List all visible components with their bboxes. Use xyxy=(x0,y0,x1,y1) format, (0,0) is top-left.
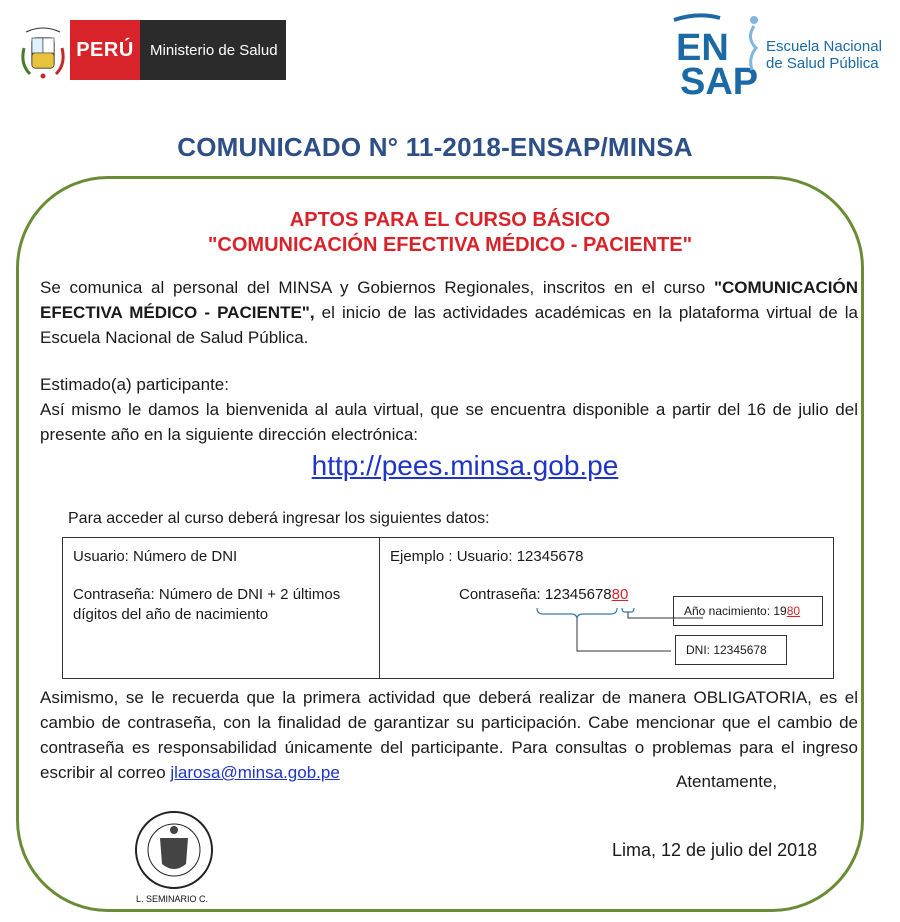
peru-label: PERÚ xyxy=(70,20,140,80)
intro-course-name: "COMUNICACIÓN EFECTIVA MÉDICO - PACIENTE", xyxy=(40,278,858,322)
dni-box: DNI: 12345678 xyxy=(675,635,787,665)
birth-year-prefix: Año nacimiento: 19 xyxy=(684,604,787,618)
course-url-link[interactable]: http://pees.minsa.gob.pe xyxy=(311,450,619,481)
birth-year-suffix: 80 xyxy=(786,604,801,618)
password-label: Contraseña: Número de DNI + 2 últimos dígitos del año de nacimiento xyxy=(73,586,341,623)
intro-text-1: Se comunica al personal del MINSA y Gobiernos Regionales, inscritos en el curso xyxy=(40,278,714,297)
peru-coat-of-arms-icon xyxy=(20,24,66,80)
ministry-label: Ministerio de Salud xyxy=(140,20,286,80)
svg-text:EN: EN xyxy=(676,27,729,69)
reminder-paragraph xyxy=(40,685,858,785)
reminder-text: Asimismo, se le recuerda que la primera actividad que deberá realizar de manera OBLIGATORIA, es el cambio de contraseña, con la finalidad de garantizar su participación. Cabe mencionar que el cambio de contraseña es responsabilidad únicamente del participante. Para consultas o problemas para el ingreso escribir al correo xyxy=(40,688,858,782)
birth-year-box xyxy=(673,596,823,626)
credentials-table xyxy=(62,537,834,679)
example-password xyxy=(459,585,628,605)
ensap-name-line1: Escuela Nacional xyxy=(766,38,882,55)
subtitle-line1: APTOS PARA EL CURSO BÁSICO xyxy=(289,209,611,231)
ensap-logo-icon xyxy=(668,8,766,100)
welcome-paragraph: Así mismo le damos la bienvenida al aula virtual, que se encuentra disponible a partir del 16 de julio del presente año en la siguiente dirección electrónica: xyxy=(40,400,858,444)
closing: Atentamente, xyxy=(676,772,778,791)
ensap-name-line2: de Salud Pública xyxy=(766,55,879,72)
document-date: Lima, 12 de julio del 2018 xyxy=(612,840,818,860)
greeting: Estimado(a) participante: xyxy=(40,375,229,394)
ministry-stamp-icon xyxy=(130,808,218,904)
course-subtitle xyxy=(40,208,860,258)
example-password-prefix: Contraseña: 12345678 xyxy=(459,586,612,603)
page-title: COMUNICADO N° 11-2018-ENSAP/MINSA xyxy=(177,132,693,162)
svg-text:SAP: SAP xyxy=(680,61,759,100)
intro-text-2: el inicio de las actividades académicas en la plataforma virtual de la Escuela Nacional de Salud Pública. xyxy=(40,303,859,347)
stamp-signature: L. SEMINARIO C. xyxy=(136,894,209,904)
contact-email-link[interactable]: jlarosa@minsa.gob.pe xyxy=(170,763,340,782)
peru-ministry-logo xyxy=(70,20,286,80)
intro-paragraph xyxy=(40,275,858,350)
subtitle-line2: "COMUNICACIÓN EFECTIVA MÉDICO - PACIENTE" xyxy=(207,234,693,256)
example-password-suffix: 80 xyxy=(611,586,629,603)
example-label: Ejemplo : Usuario: 12345678 xyxy=(390,548,584,565)
access-instructions: Para acceder al curso deberá ingresar los siguientes datos: xyxy=(68,510,490,527)
table-divider xyxy=(379,538,380,678)
ensap-name xyxy=(766,38,882,72)
user-label: Usuario: Número de DNI xyxy=(73,548,238,565)
